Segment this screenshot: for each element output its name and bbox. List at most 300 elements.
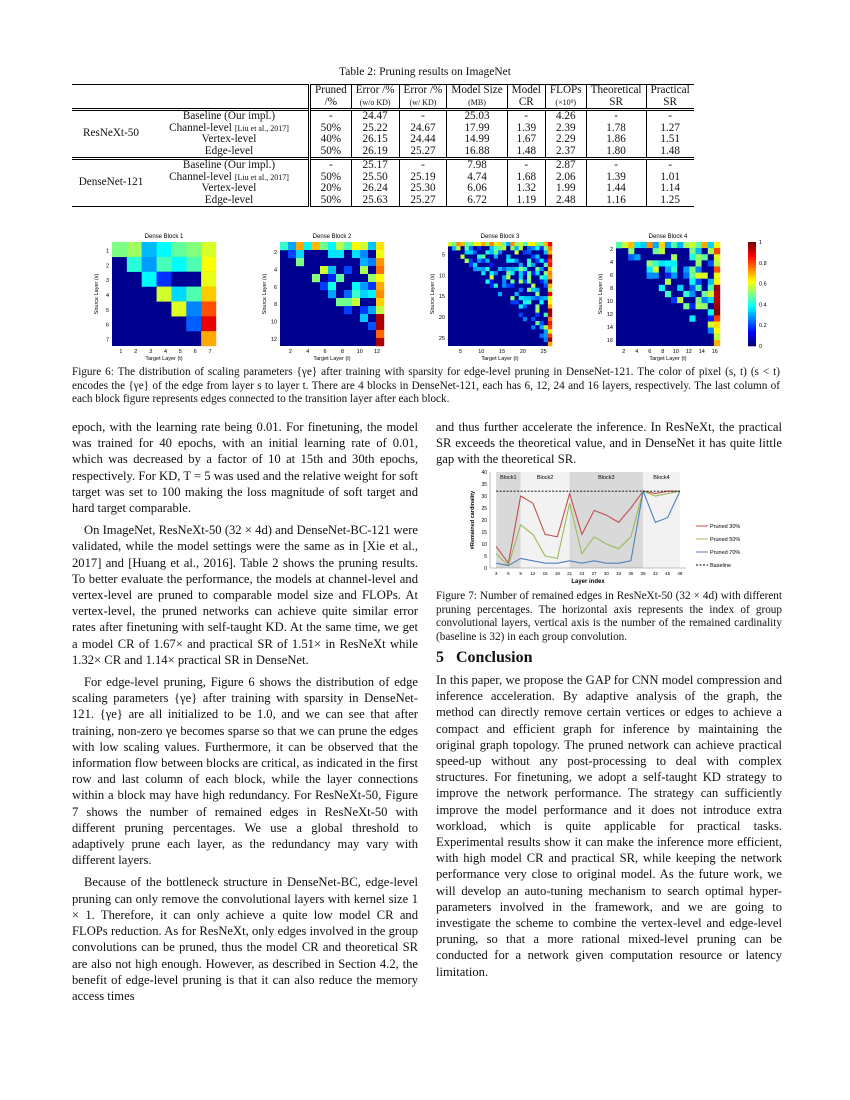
method-name: Edge-level	[204, 193, 254, 206]
heatmap-cell	[535, 317, 539, 321]
heatmap-cell	[535, 271, 539, 275]
x-tick-label: 4	[163, 349, 168, 355]
heatmap-cell	[519, 304, 523, 308]
heatmap-cell	[548, 313, 552, 317]
heatmap-cell	[540, 250, 544, 254]
colorbar	[744, 232, 784, 362]
heatmap-cell	[540, 284, 544, 288]
heatmap-cell	[702, 248, 708, 254]
table-cell: 20%	[310, 183, 352, 195]
heatmap-cell	[708, 248, 714, 254]
heatmap-cell	[127, 242, 142, 257]
results-table	[72, 84, 694, 207]
heatmap-title: Dense Block 1	[144, 234, 184, 240]
heatmap-block	[588, 232, 738, 362]
y-tick-label: 5	[441, 252, 445, 259]
table-cell: 1.16	[586, 195, 646, 207]
heatmap-cell	[527, 275, 531, 279]
heatmap-cell	[665, 254, 671, 260]
heatmap-cell	[548, 304, 552, 308]
heatmap-cell	[515, 296, 519, 300]
table-cell: 25.27	[399, 195, 447, 207]
heatmap-cell	[544, 300, 548, 304]
heatmap-cell	[708, 260, 714, 266]
heatmap-cell	[535, 329, 539, 333]
heatmap-cell	[456, 242, 460, 246]
heatmap-cell	[689, 309, 695, 315]
heatmap-cell	[696, 248, 702, 254]
heatmap-cell	[360, 258, 368, 266]
heatmap-cell	[490, 242, 494, 246]
table-cell: 6.72	[447, 195, 507, 207]
heatmap-cell	[544, 296, 548, 300]
heatmap-cell	[531, 271, 535, 275]
heatmap-cell	[527, 321, 531, 325]
heatmap-cell	[677, 242, 683, 248]
heatmap-cell	[708, 254, 714, 260]
heatmap-cell	[481, 271, 485, 275]
colorbar-segment	[748, 336, 756, 339]
heatmap-cell	[368, 250, 376, 258]
x-tick-label: 6	[323, 349, 327, 355]
heatmap-cell	[312, 250, 320, 258]
x-tick-label: 9	[519, 571, 522, 576]
th-line2: CR	[518, 95, 534, 108]
heatmap-cell	[535, 259, 539, 263]
heatmap-cell	[531, 263, 535, 267]
heatmap-cell	[540, 321, 544, 325]
heatmap-cell	[708, 291, 714, 297]
heatmap-cell	[452, 242, 456, 246]
y-tick-label: 12	[606, 312, 613, 319]
colorbar-segment	[748, 317, 756, 320]
heatmap-cell	[519, 263, 523, 267]
colorbar-segment	[748, 315, 756, 318]
heatmap-cell	[548, 300, 552, 304]
heatmap-cell	[186, 287, 201, 302]
heatmap-block	[252, 232, 402, 362]
y-tick-label: 40	[481, 469, 487, 476]
block-region	[496, 472, 521, 568]
heatmap-cell	[201, 242, 216, 257]
heatmap-cell	[683, 291, 689, 297]
paragraph: Because of the bottleneck structure in DenseNet-BC, edge-level pruning can only remove the convolutional layers with kernel size 1 × 1. Therefore, it can only achieve a quite low model CR and FLOPs reduction. As for ResNeXt, only edges involved in the group convolutions can be pruned, thus the model CR and theoretical SR are also not high enough. However, as described in Section 4.2, the benefit of edge-level pruning is that it can also reduce the memory access times	[72, 875, 418, 1003]
heatmap-cell	[714, 273, 720, 279]
table-cell: 2.37	[545, 146, 586, 159]
heatmap-cell	[201, 257, 216, 272]
heatmap-cell	[352, 266, 360, 274]
heatmap-cell	[465, 254, 469, 258]
heatmap-cell	[702, 297, 708, 303]
table-cell: 50%	[310, 195, 352, 207]
heatmap-cell	[540, 254, 544, 258]
y-tick-label: 4	[273, 267, 277, 274]
colorbar-segment	[748, 258, 756, 261]
heatmap-cell	[304, 258, 312, 266]
heatmap-cell	[531, 284, 535, 288]
method-name: Edge-level	[204, 144, 254, 157]
table-cell: 14.99	[447, 134, 507, 146]
heatmap-cell	[544, 275, 548, 279]
th-line1: Error /%	[355, 84, 395, 96]
x-tick-label: 6	[193, 349, 197, 355]
colorbar-segment	[748, 330, 756, 333]
colorbar-segment	[748, 284, 756, 287]
heatmap-cell	[544, 267, 548, 271]
colorbar-tick: 0.2	[759, 323, 767, 330]
heatmap-cell	[523, 304, 527, 308]
heatmap-cell	[502, 284, 506, 288]
heatmap-cell	[171, 301, 186, 316]
heatmap-cell	[312, 274, 320, 282]
figure-6-caption: Figure 6: The distribution of scaling parameters {γe} after training with sparsity for edge-level pruning in DenseNet-121. The color of pixel (s, t) (s < t) encodes the {γe} of the edge from layer s to layer t. There are 4 blocks in DenseNet-121, each has 6, 12, 24 and 16 layers, respectively. The last column of each block figure represents edges connected to the transition layer after each block.	[72, 366, 780, 406]
heatmap-cell	[665, 248, 671, 254]
heatmap-cell	[519, 292, 523, 296]
th-line1: FLOPs	[549, 84, 582, 96]
heatmap-cell	[490, 271, 494, 275]
y-tick-label: 15	[481, 529, 487, 536]
heatmap-cell	[473, 242, 477, 246]
table-cell: 24.67	[399, 123, 447, 135]
heatmap-cell	[296, 250, 304, 258]
heatmap-cell	[653, 248, 659, 254]
heatmap-cell	[376, 314, 384, 322]
heatmap-cell	[502, 246, 506, 250]
heatmap-cell	[494, 279, 498, 283]
colorbar-tick: 0.6	[759, 281, 767, 288]
heatmap-cell	[473, 254, 477, 258]
section-heading	[436, 649, 532, 667]
table-cell: 6.06	[447, 183, 507, 195]
heatmap-cell	[527, 288, 531, 292]
heatmap-cell	[531, 296, 535, 300]
heatmap-cell	[502, 296, 506, 300]
heatmap-cell	[485, 263, 489, 267]
heatmap-cell	[344, 282, 352, 290]
heatmap-cell	[531, 250, 535, 254]
heatmap-cell	[544, 279, 548, 283]
heatmap-cell	[368, 266, 376, 274]
x-tick-label: 12	[374, 349, 381, 355]
heatmap-cell	[548, 246, 552, 250]
heatmap-cell	[519, 284, 523, 288]
heatmap-cell	[696, 322, 702, 328]
paragraph: On ImageNet, ResNeXt-50 (32 × 4d) and DenseNet-BC-121 were validated, while the model settings were the same as in [Xie et al., 2017] and [Huang et al., 2016]. Table 2 shows the pruning results. To better evaluate the performance, the models at channel-level and vertex-level are pruned to comparable model size and FLOPs. At vertex-level, the pruned networks can achieve quite similar error rates after finetuning with self-taught KD. At the same time, we get a model CR of 1.67× and practical SR of 1.51× in ResNeXt while 1.32× CR and 1.14× practical SR in DenseNet.	[72, 523, 418, 667]
heatmap-cell	[519, 313, 523, 317]
heatmap-cell	[689, 291, 695, 297]
heatmap-cell	[481, 263, 485, 267]
th-line2: (×10⁹)	[555, 97, 577, 107]
y-tick-label: 10	[606, 299, 613, 306]
heatmap-cell	[714, 248, 720, 254]
heatmap-cell	[519, 267, 523, 271]
heatmap-cell	[368, 322, 376, 330]
heatmap-cell	[448, 242, 452, 246]
heatmap-cell	[665, 273, 671, 279]
heatmap-cell	[352, 298, 360, 306]
heatmap-cell	[702, 279, 708, 285]
colorbar-segment	[748, 325, 756, 328]
heatmap-cell	[469, 242, 473, 246]
heatmap-cell	[360, 274, 368, 282]
heatmap-cell	[540, 267, 544, 271]
table-row	[72, 183, 694, 195]
heatmap-cell	[665, 266, 671, 272]
heatmap-cell	[127, 257, 142, 272]
heatmap-cell	[490, 267, 494, 271]
y-tick-label: 10	[438, 273, 445, 280]
table-cell: 1.19	[507, 195, 545, 207]
table-cell: 4.26	[545, 110, 586, 123]
block-label: Block4	[653, 475, 670, 481]
heatmap-cell	[494, 267, 498, 271]
heatmap-cell	[540, 296, 544, 300]
heatmap-cell	[677, 266, 683, 272]
heatmap-cell	[531, 309, 535, 313]
heatmap-cell	[515, 279, 519, 283]
heatmap-cell	[535, 296, 539, 300]
heatmap-cell	[506, 250, 510, 254]
paragraph: epoch, with the learning rate being 0.01. For finetuning, the model was trained for 40 epochs, with an initial learning rate of 0.01, which was decreased by a factor of 10 at 15th and 30th epochs, respectively. For KD, T = 5 was used and the relative weight for soft target was set to 100 making the loss magnitude of soft target and hard target comparable.	[72, 420, 418, 516]
heatmap-cell	[515, 250, 519, 254]
heatmap-cell	[506, 284, 510, 288]
heatmap-cell	[696, 273, 702, 279]
heatmap-cell	[336, 282, 344, 290]
table-cell: 1.67	[507, 134, 545, 146]
heatmap-cell	[647, 260, 653, 266]
heatmap-cell	[647, 266, 653, 272]
heatmap-cell	[531, 254, 535, 258]
x-tick-label: 10	[672, 349, 679, 355]
heatmap-cell	[523, 313, 527, 317]
heatmap-cell	[708, 242, 714, 248]
heatmap-cell	[485, 242, 489, 246]
heatmap-cell	[312, 258, 320, 266]
heatmap-cell	[527, 313, 531, 317]
table-cell: -	[310, 110, 352, 123]
heatmap-cell	[665, 279, 671, 285]
heatmap-cell	[535, 288, 539, 292]
heatmap-title: Dense Block 4	[648, 234, 688, 240]
heatmap-cell	[548, 254, 552, 258]
heatmap-cell	[671, 254, 677, 260]
heatmap-cell	[376, 290, 384, 298]
colorbar-segment	[748, 294, 756, 297]
heatmap-cell	[628, 248, 634, 254]
heatmap-cell	[659, 279, 665, 285]
th-line2: (w/ KD)	[409, 97, 437, 107]
y-tick-label: 8	[273, 302, 277, 309]
heatmap-cell	[535, 242, 539, 246]
heatmap-cell	[677, 248, 683, 254]
heatmap-cell	[304, 266, 312, 274]
heatmap-cell	[544, 271, 548, 275]
colorbar-segment	[748, 273, 756, 276]
heatmap-cell	[490, 275, 494, 279]
heatmap-cell	[201, 316, 216, 331]
heatmap-cell	[548, 279, 552, 283]
heatmap-cell	[485, 246, 489, 250]
y-tick-label: 1	[105, 248, 109, 255]
x-tick-label: 14	[698, 349, 705, 355]
heatmap-cell	[535, 263, 539, 267]
heatmap-cell	[336, 266, 344, 274]
table-cell: -	[507, 159, 545, 172]
heatmap-cell	[171, 272, 186, 287]
heatmap-cell	[696, 285, 702, 291]
heatmap-cell	[544, 313, 548, 317]
colorbar-segment	[748, 291, 756, 294]
heatmap-cell	[498, 250, 502, 254]
x-tick-label: 1	[119, 349, 123, 355]
heatmap-cell	[702, 309, 708, 315]
table-cell: 1.44	[586, 183, 646, 195]
y-tick-label: 2	[273, 250, 277, 257]
heatmap-cell	[494, 263, 498, 267]
table-cell: 1.32	[507, 183, 545, 195]
heatmap-cell	[490, 263, 494, 267]
heatmap-cell	[510, 263, 514, 267]
heatmap-cell	[157, 257, 172, 272]
x-tick-label: 5	[178, 349, 182, 355]
heatmap-cell	[360, 322, 368, 330]
heatmap-cell	[510, 292, 514, 296]
colorbar-segment	[748, 328, 756, 331]
colorbar-segment	[748, 297, 756, 300]
heatmap-cell	[548, 284, 552, 288]
heatmap-cell	[689, 279, 695, 285]
heatmap-cell	[647, 248, 653, 254]
heatmap-cell	[683, 309, 689, 315]
heatmap-cell	[527, 242, 531, 246]
citation: [Liu et al., 2017]	[234, 172, 289, 182]
heatmap-cell	[336, 290, 344, 298]
table-cell: 26.24	[351, 183, 399, 195]
heatmap-cell	[510, 271, 514, 275]
colorbar-segment	[748, 245, 756, 248]
x-tick-label: 5	[458, 349, 463, 355]
y-tick-label: 0	[484, 565, 487, 572]
heatmap-cell	[498, 275, 502, 279]
method-name: Baseline (Our impl.)	[182, 110, 276, 122]
x-tick-label: 15	[542, 571, 548, 576]
heatmap-cell	[523, 309, 527, 313]
heatmap-cell	[494, 284, 498, 288]
heatmap-title: Dense Block 2	[312, 234, 352, 240]
table-cell: 25.63	[351, 195, 399, 207]
x-tick-label: 6	[648, 349, 652, 355]
heatmap-cell	[344, 266, 352, 274]
heatmap-cell	[344, 306, 352, 314]
heatmap-cell	[708, 334, 714, 340]
heatmap-cell	[312, 266, 320, 274]
heatmap-cell	[683, 303, 689, 309]
section-title: Conclusion	[456, 649, 533, 666]
heatmap-cell	[510, 304, 514, 308]
heatmap-cell	[465, 259, 469, 263]
heatmap-cell	[548, 329, 552, 333]
heatmap-cell	[531, 246, 535, 250]
heatmap-cell	[481, 246, 485, 250]
th-line1: Error /%	[403, 84, 443, 96]
x-tick-label: 42	[652, 571, 658, 576]
x-axis-label: Target Layer (t)	[481, 356, 519, 362]
table-cell: -	[507, 110, 545, 123]
heatmap-cell	[515, 271, 519, 275]
heatmap-cell	[515, 292, 519, 296]
heatmap-cell	[376, 306, 384, 314]
heatmap-cell	[368, 330, 376, 338]
table-cell: 2.48	[545, 195, 586, 207]
colorbar-segment	[748, 341, 756, 344]
heatmap-cell	[494, 288, 498, 292]
section-number: 5	[436, 649, 444, 666]
heatmap-cell	[481, 242, 485, 246]
heatmap-cell	[142, 272, 157, 287]
y-tick-label: 20	[481, 517, 487, 524]
colorbar-segment	[748, 260, 756, 263]
th-line1: Practical	[650, 84, 690, 96]
colorbar-tick: 1	[759, 240, 763, 246]
table-cell: 1.99	[545, 183, 586, 195]
heatmap-cell	[352, 274, 360, 282]
x-tick-label: 7	[208, 349, 212, 355]
heatmap-cell	[683, 285, 689, 291]
heatmap-cell	[677, 297, 683, 303]
th-line2: (w/o KD)	[359, 97, 391, 107]
block-label: Block2	[536, 475, 554, 481]
heatmap-cell	[665, 291, 671, 297]
colorbar-segment	[748, 271, 756, 274]
heatmap-cell	[519, 246, 523, 250]
heatmap-cell	[494, 254, 498, 258]
colorbar-segment	[748, 320, 756, 323]
heatmap-cell	[498, 292, 502, 296]
heatmap-cell	[714, 328, 720, 334]
table-cell: 1.86	[586, 134, 646, 146]
heatmap-cell	[320, 258, 328, 266]
heatmap-cell	[708, 266, 714, 272]
y-tick-label: 10	[481, 541, 487, 548]
x-tick-label: 6	[507, 571, 510, 576]
heatmap-cell	[368, 290, 376, 298]
x-tick-label: 4	[635, 349, 639, 355]
heatmap-cell	[523, 300, 527, 304]
table-cell: 1.27	[646, 123, 694, 135]
heatmap-cell	[540, 329, 544, 333]
heatmap-cell	[344, 298, 352, 306]
heatmap-cell	[540, 246, 544, 250]
heatmap-cell	[689, 297, 695, 303]
heatmap-cell	[689, 285, 695, 291]
table-row	[72, 134, 694, 146]
heatmap-cell	[506, 296, 510, 300]
heatmap-cell	[544, 292, 548, 296]
heatmap-cell	[548, 342, 552, 346]
heatmap-cell	[502, 242, 506, 246]
heatmap-cell	[535, 267, 539, 271]
heatmap-cell	[469, 246, 473, 250]
heatmap-cell	[142, 242, 157, 257]
heatmap-cell	[506, 263, 510, 267]
citation: [Liu et al., 2017]	[234, 123, 289, 133]
heatmap-cell	[452, 246, 456, 250]
colorbar-segment	[748, 310, 756, 313]
heatmap-cell	[186, 301, 201, 316]
heatmap-cell	[473, 263, 477, 267]
heatmap-cell	[714, 242, 720, 248]
heatmap-cell	[502, 259, 506, 263]
